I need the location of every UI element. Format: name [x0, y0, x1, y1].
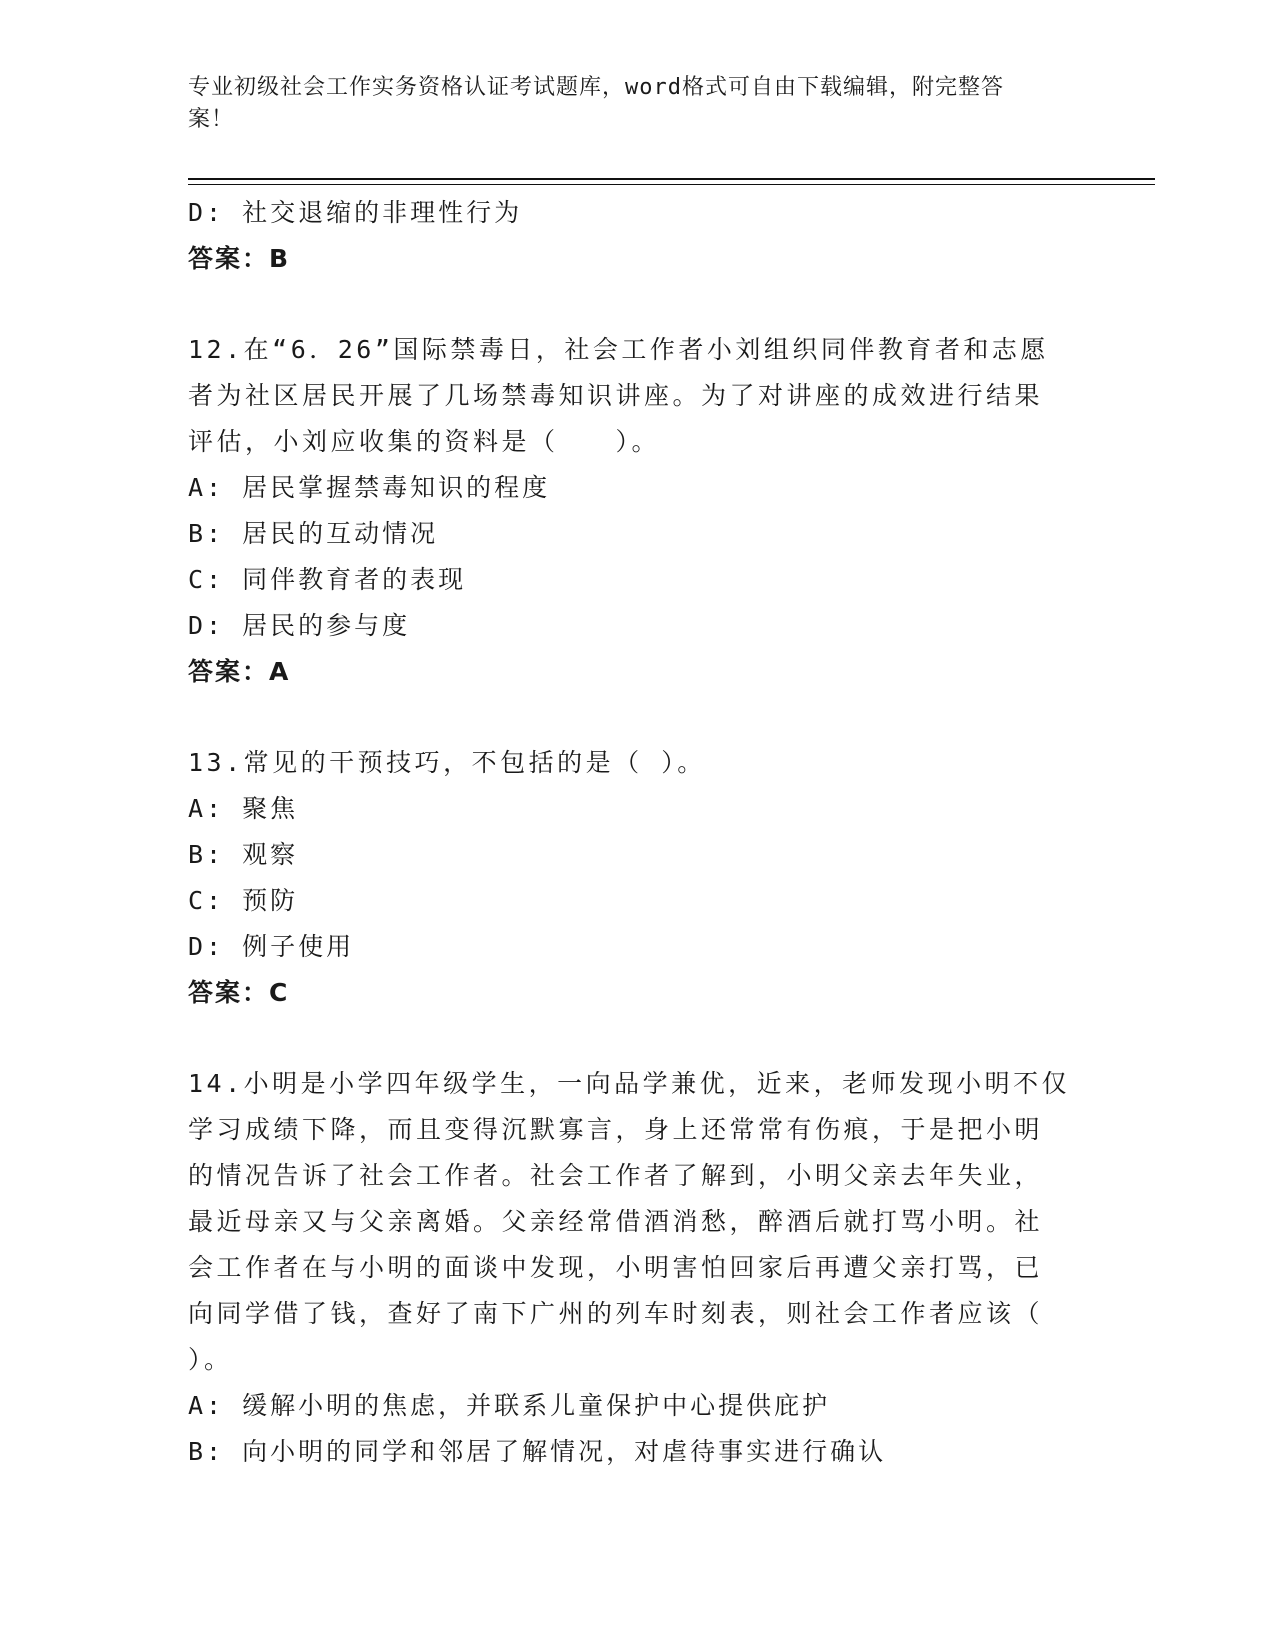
answer: 答案：C: [188, 978, 290, 1007]
option-d: D: 例子使用: [188, 932, 355, 961]
answer: 答案：A: [188, 657, 291, 686]
question-stem-line: ）。: [188, 1345, 233, 1374]
question-content: [188, 190, 1088, 1475]
question-13-stem: [188, 740, 1088, 786]
question-stem-line: 向同学借了钱，查好了南下广州的列车时刻表，则社会工作者应该（: [188, 1299, 1044, 1328]
option-b: B: 观察: [188, 840, 299, 869]
question-stem-line: 13.常见的干预技巧，不包括的是（ ）。: [188, 748, 706, 777]
option-b: B: 居民的互动情况: [188, 519, 439, 548]
question-stem-line: 学习成绩下降，而且变得沉默寡言，身上还常常有伤痕，于是把小明: [188, 1115, 1044, 1144]
question-14-stem: [188, 1061, 1088, 1383]
question-stem-line: 最近母亲又与父亲离婚。父亲经常借酒消愁，醉酒后就打骂小明。社: [188, 1207, 1044, 1236]
question-stem-line: 14.小明是小学四年级学生，一向品学兼优，近来，老师发现小明不仅: [188, 1069, 1071, 1098]
option-c: C: 预防: [188, 886, 299, 915]
option-d: D: 居民的参与度: [188, 611, 411, 640]
option-b: B: 向小明的同学和邻居了解情况，对虐待事实进行确认: [188, 1437, 887, 1466]
question-stem-line: 评估，小刘应收集的资料是（ ）。: [188, 427, 661, 456]
question-stem-line: 的情况告诉了社会工作者。社会工作者了解到，小明父亲去年失业，: [188, 1161, 1044, 1190]
answer: 答案：B: [188, 244, 291, 273]
header-line-2: 案！: [188, 107, 235, 132]
option-a: A: 居民掌握禁毒知识的程度: [188, 473, 551, 502]
header-line-1: 专业初级社会工作实务资格认证考试题库，word格式可自由下载编辑，附完整答: [188, 75, 1004, 100]
question-stem-line: 会工作者在与小明的面谈中发现，小明害怕回家后再遭父亲打骂，已: [188, 1253, 1044, 1282]
option-a: A: 缓解小明的焦虑，并联系儿童保护中心提供庇护: [188, 1391, 831, 1420]
question-12-stem: [188, 327, 1088, 465]
header-divider-thick: [188, 178, 1155, 180]
header-divider-thin: [188, 184, 1155, 185]
option-a: A: 聚焦: [188, 794, 299, 823]
question-stem-line: 者为社区居民开展了几场禁毒知识讲座。为了对讲座的成效进行结果: [188, 381, 1044, 410]
option-c: C: 同伴教育者的表现: [188, 565, 467, 594]
option-d: D: 社交退缩的非理性行为: [188, 198, 523, 227]
document-header: [188, 72, 1078, 136]
question-stem-line: 12.在“6．26”国际禁毒日，社会工作者小刘组织同伴教育者和志愿: [188, 335, 1049, 364]
